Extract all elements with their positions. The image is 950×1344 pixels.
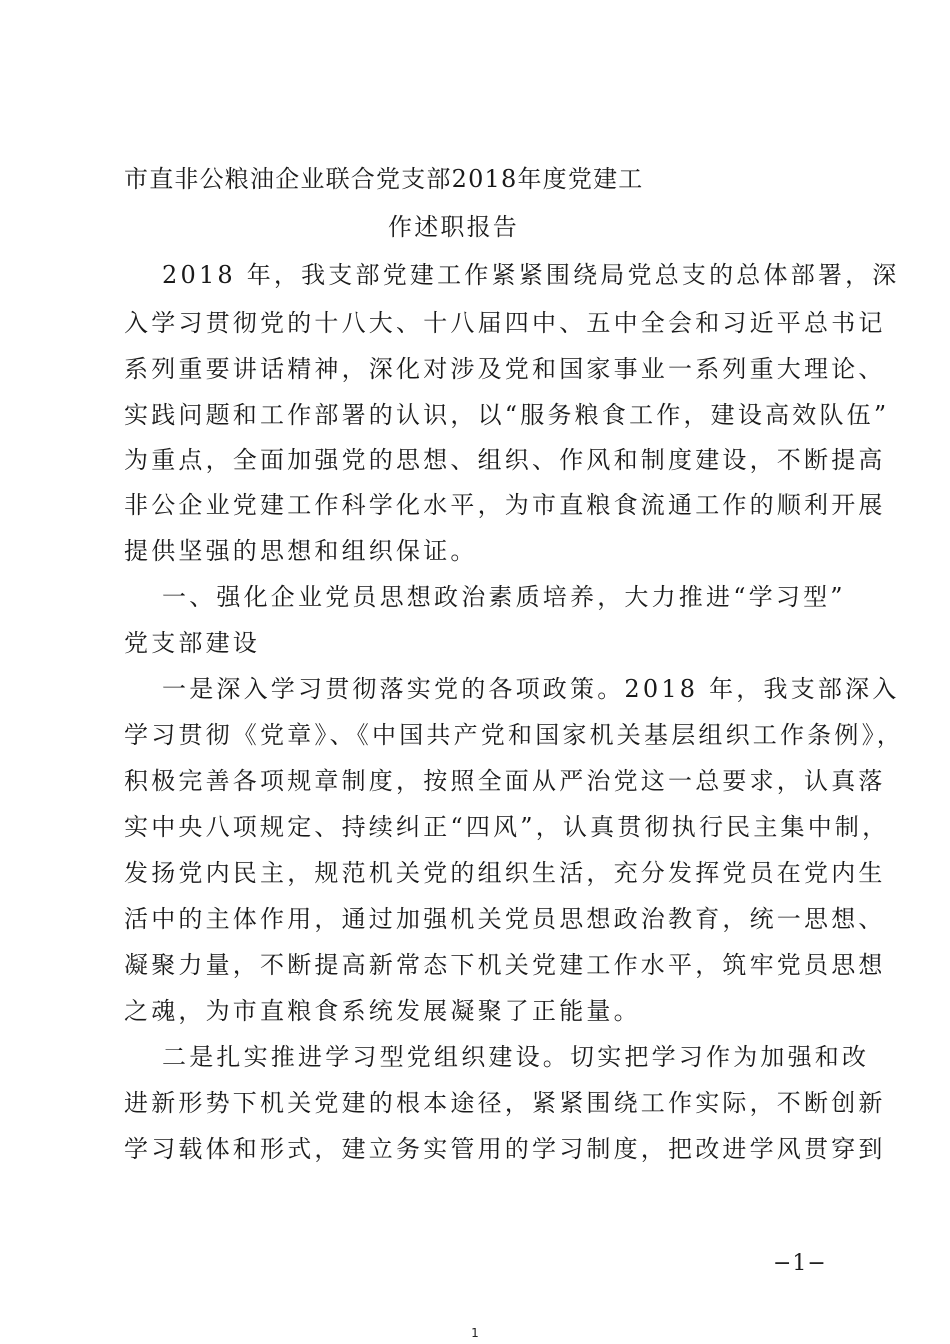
paragraph-2-line: 积极完善各项规章制度，按照全面从严治党这一总要求，认真落 xyxy=(124,767,886,795)
paragraph-1-line: 非公企业党建工作科学化水平，为市直粮食流通工作的顺利开展 xyxy=(124,491,886,519)
title-line-2: 作述职报告 xyxy=(388,213,519,241)
paragraph-2-line: 发扬党内民主，规范机关党的组织生活，充分发挥党员在党内生 xyxy=(124,859,886,887)
paragraph-1-line: 提供坚强的思想和组织保证。 xyxy=(124,537,478,565)
paragraph-3-line: 进新形势下机关党建的根本途径，紧紧围绕工作实际，不断创新 xyxy=(124,1089,886,1117)
paragraph-2-line: 一是深入学习贯彻落实党的各项政策。2018 年，我支部深入 xyxy=(162,675,900,703)
paragraph-3-line: 二是扎实推进学习型党组织建设。切实把学习作为加强和改 xyxy=(162,1043,870,1071)
paragraph-2-line: 凝聚力量，不断提高新常态下机关党建工作水平，筑牢党员思想 xyxy=(124,951,886,979)
paragraph-1-line: 实践问题和工作部署的认识，以“服务粮食工作，建设高效队伍” xyxy=(124,401,890,429)
paragraph-2-line: 实中央八项规定、持续纠正“四风”，认真贯彻执行民主集中制， xyxy=(124,813,890,841)
section-heading-line: 一、强化企业党员思想政治素质培养，大力推进“学习型” xyxy=(162,583,846,611)
paragraph-3-line: 学习载体和形式，建立务实管用的学习制度，把改进学风贯穿到 xyxy=(124,1135,886,1163)
page-marker: −1− xyxy=(773,1251,827,1276)
paragraph-1-line: 为重点，全面加强党的思想、组织、作风和制度建设，不断提高 xyxy=(124,446,886,474)
page-number: 1 xyxy=(471,1326,479,1340)
paragraph-1-line: 系列重要讲话精神，深化对涉及党和国家事业一系列重大理论、 xyxy=(124,355,886,383)
section-heading-line: 党支部建设 xyxy=(124,629,260,657)
paragraph-2-line: 之魂，为市直粮食系统发展凝聚了正能量。 xyxy=(124,997,641,1025)
paragraph-1-line: 入学习贯彻党的十八大、十八届四中、五中全会和习近平总书记 xyxy=(124,309,886,337)
paragraph-2-line: 学习贯彻《党章》、《中国共产党和国家机关基层组织工作条例》， xyxy=(124,721,904,749)
title-line-1: 市直非公粮油企业联合党支部2018年度党建工 xyxy=(124,165,644,193)
paragraph-1-line: 2018 年，我支部党建工作紧紧围绕局党总支的总体部署，深 xyxy=(162,261,900,289)
paragraph-2-line: 活中的主体作用，通过加强机关党员思想政治教育，统一思想、 xyxy=(124,905,886,933)
